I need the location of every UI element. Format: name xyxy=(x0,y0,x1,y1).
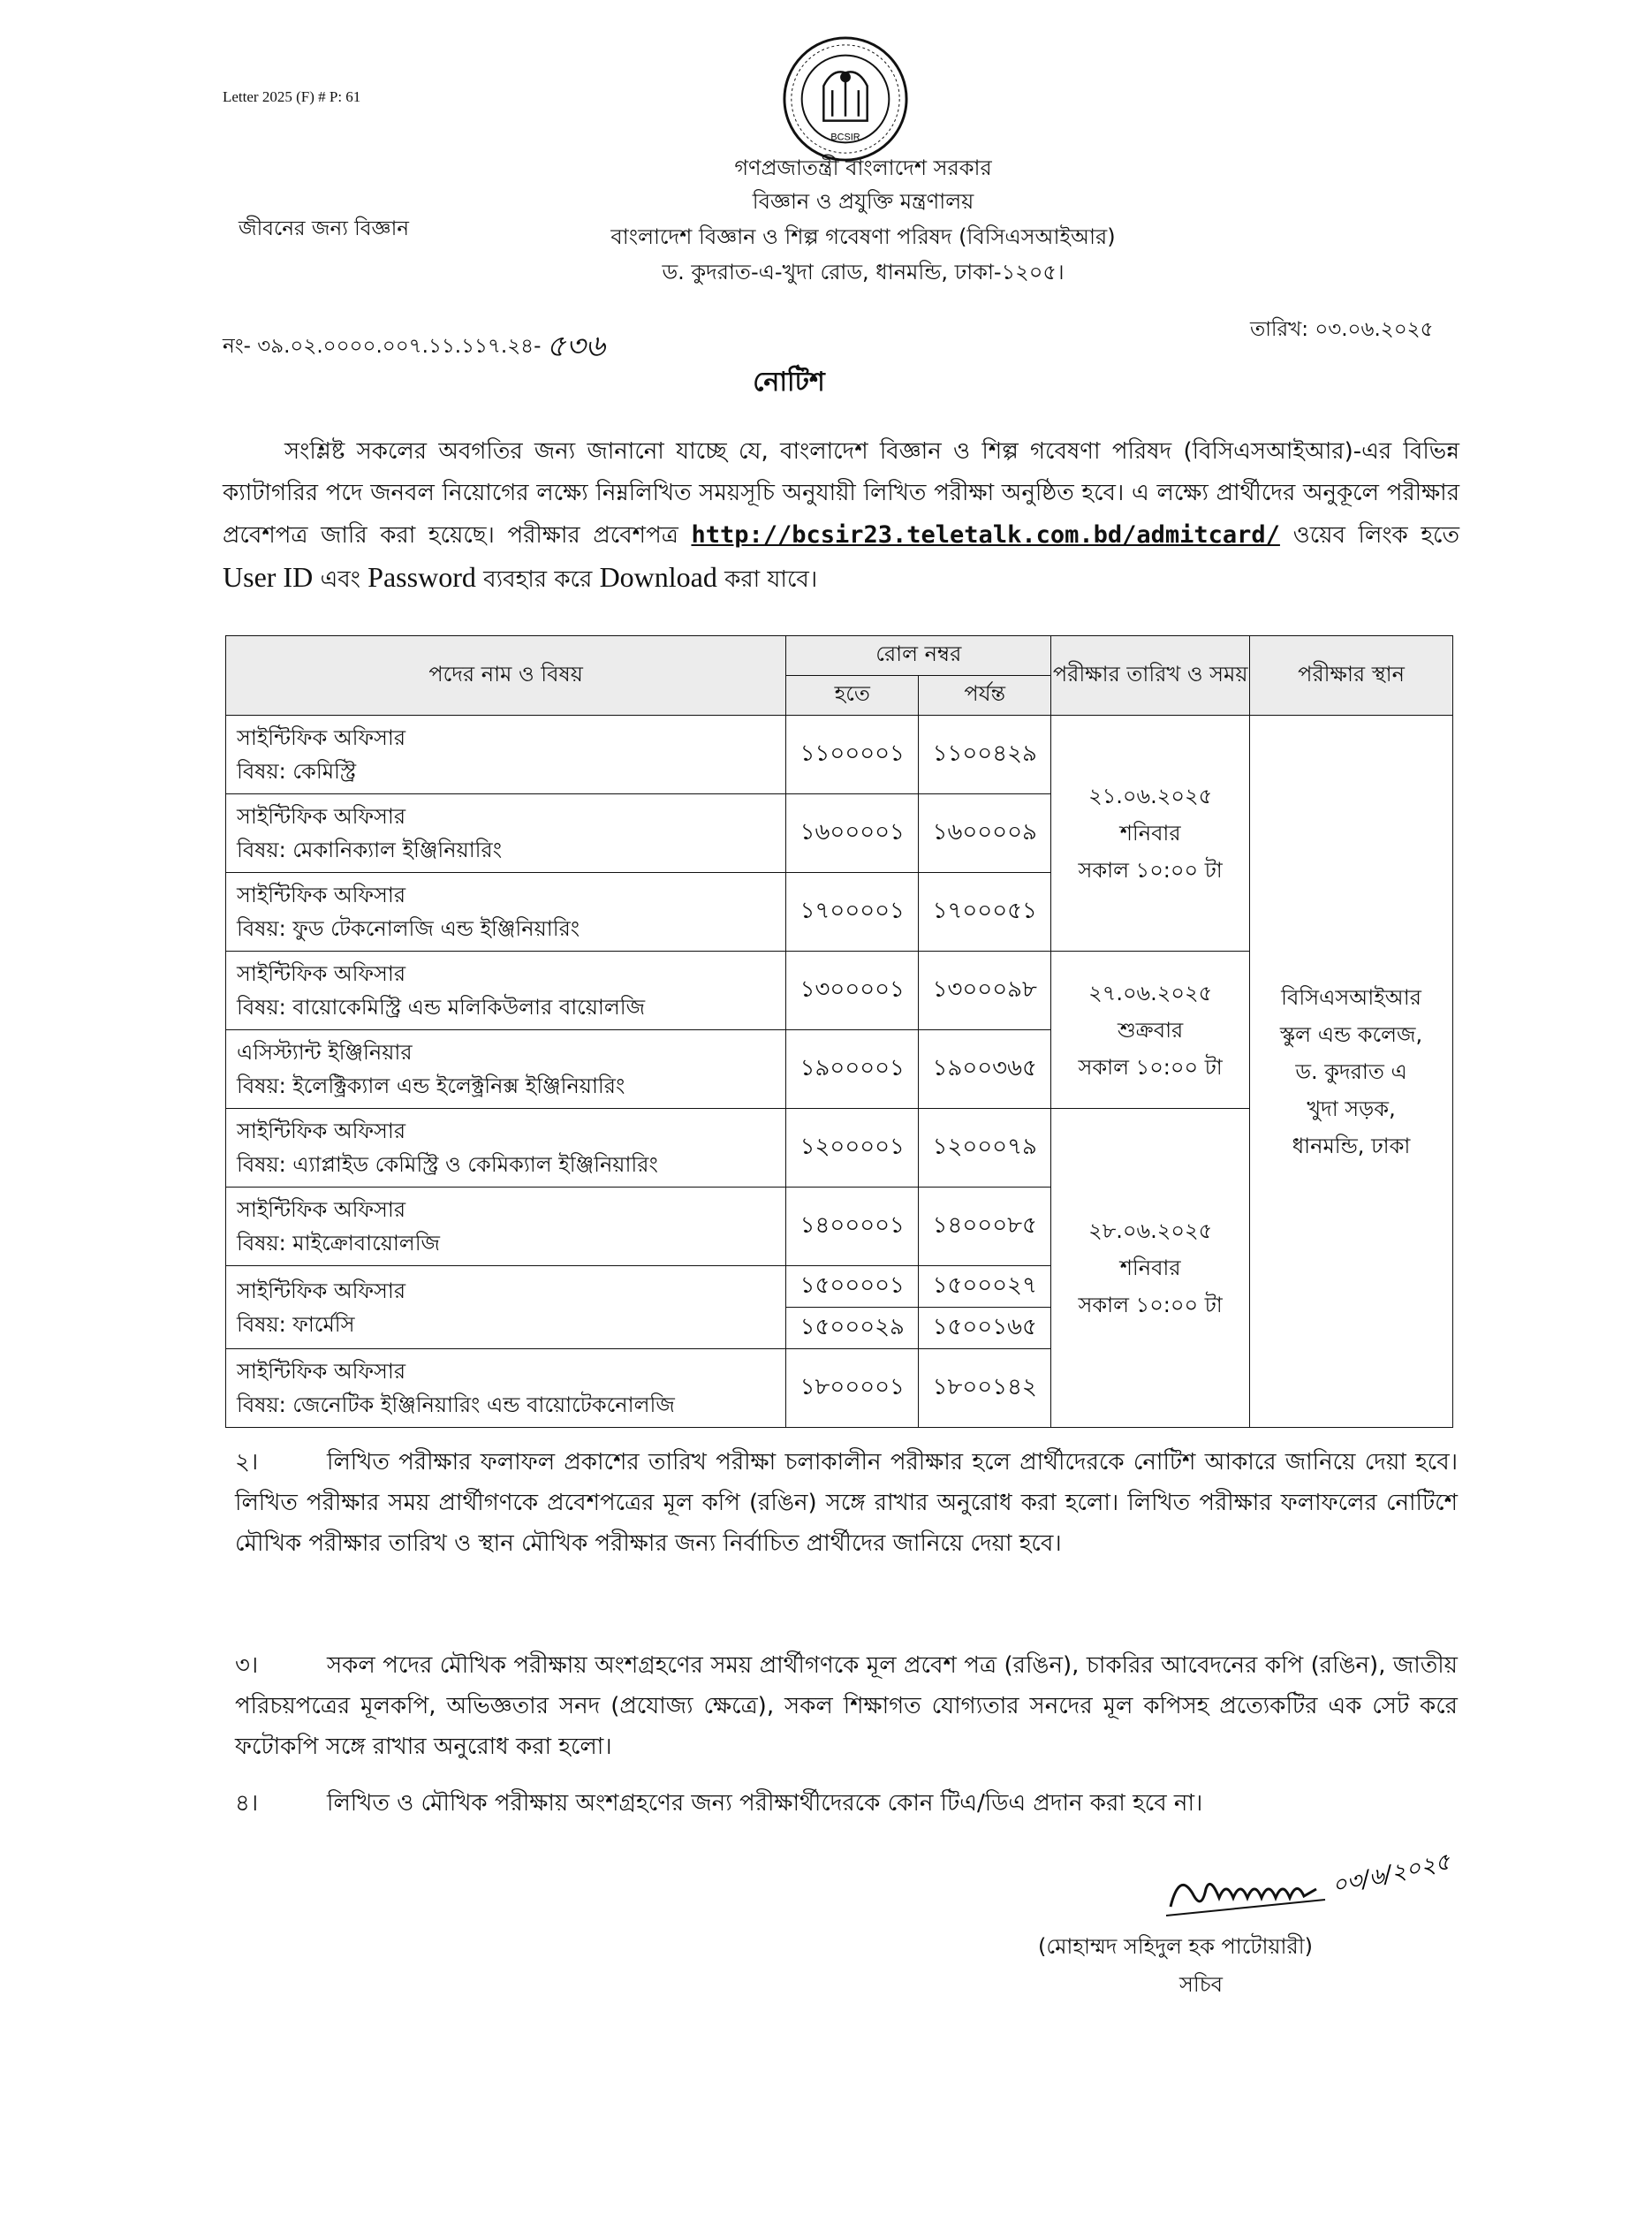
header-post: পদের নাম ও বিষয় xyxy=(226,636,786,716)
roll-to: ১৯০০৩৬৫ xyxy=(919,1030,1051,1109)
post-cell: এসিস্ট্যান্ট ইঞ্জিনিয়ার বিষয়: ইলেক্ট্রিক্যাল এন্ড ইলেক্ট্রনিক্স ইঞ্জিনিয়ারিং xyxy=(226,1030,786,1109)
post-cell: সাইন্টিফিক অফিসার বিষয়: মাইক্রোবায়োলজি xyxy=(226,1188,786,1266)
roll-to: ১৩০০০৯৮ xyxy=(919,952,1051,1030)
letter-reference: Letter 2025 (F) # P: 61 xyxy=(223,88,361,105)
roll-to: ১৫০০০২৭ xyxy=(919,1266,1051,1308)
memo-number-handwritten: ৫৩৬ xyxy=(546,329,605,364)
table-row xyxy=(226,716,1453,794)
header-roll-to: পর্যন্ত xyxy=(919,676,1051,716)
header-ministry: বিজ্ঞান ও প্রযুক্তি মন্ত্রণালয় xyxy=(752,189,974,214)
roll-from: ১৫০০০০১ xyxy=(786,1266,919,1308)
download-text: Download xyxy=(599,561,717,593)
handwritten-signature xyxy=(1157,1845,1453,1942)
seal-text: BCSIR xyxy=(830,132,860,143)
header-organization: বাংলাদেশ বিজ্ঞান ও শিল্প গবেষণা পরিষদ (বিসিএসআইআর) xyxy=(610,224,1116,249)
memo-number-text: নং- ৩৯.০২.০০০০.০০৭.১১.১১৭.২৪- xyxy=(223,335,542,358)
intro-text-1: সংশ্লিষ্ট সকলের অবগতির জন্য জানানো যাচ্ছে যে, বাংলাদেশ বিজ্ঞান ও শিল্প গবেষণা পরিষদ (বিসিএসআইআর)-এর বিভিন্ন ক্যাটাগরির পদে জনবল নিয়োগের লক্ষ্যে নিম্নলিখিত সময়সূচি অনুযায়ী লিখিত পরীক্ষা অনুষ্ঠিত হবে। এ লক্ষ্যে প্রার্থীদের অনুকূলে পরীক্ষার প্রবেশপত্র জারি করা হয়েছে। পরীক্ষার প্রবেশপত্র xyxy=(223,438,1459,549)
roll-to: ১৮০০১৪২ xyxy=(919,1349,1051,1428)
roll-to: ১৬০০০০৯ xyxy=(919,794,1051,873)
intro-text-4: করা যাবে। xyxy=(724,566,818,593)
header-venue: পরীক্ষার স্থান xyxy=(1250,636,1453,716)
roll-from: ১১০০০০১ xyxy=(786,716,919,794)
paragraph-text: লিখিত ও মৌখিক পরীক্ষায় অংশগ্রহণের জন্য পরীক্ষার্থীদেরকে কোন টিএ/ডিএ প্রদান করা হবে না। xyxy=(327,1790,1203,1817)
header-roll: রোল নম্বর xyxy=(786,636,1051,676)
exam-datetime-3: ২৮.০৬.২০২৫ শনিবার সকাল ১০:০০ টা xyxy=(1051,1109,1250,1428)
password-text: Password xyxy=(368,561,476,593)
notice-title: নোটিশ xyxy=(753,367,825,398)
slogan: জীবনের জন্য বিজ্ঞান xyxy=(239,217,409,240)
roll-from: ১৯০০০০১ xyxy=(786,1030,919,1109)
post-cell: সাইন্টিফিক অফিসার বিষয়: জেনেটিক ইঞ্জিনিয়ারিং এন্ড বায়োটেকনোলজি xyxy=(226,1349,786,1428)
intro-paragraph xyxy=(223,431,1459,601)
roll-to: ১২০০০৭৯ xyxy=(919,1109,1051,1188)
roll-to: ১৭০০০৫১ xyxy=(919,873,1051,952)
roll-from: ১৩০০০০১ xyxy=(786,952,919,1030)
paragraph-4 xyxy=(235,1783,1458,1824)
signer-designation: সচিব xyxy=(1179,1972,1224,1997)
paragraph-2 xyxy=(235,1442,1458,1564)
exam-schedule-table xyxy=(225,635,1453,1428)
paragraph-number: ২। xyxy=(235,1449,259,1476)
admit-card-link[interactable]: http://bcsir23.teletalk.com.bd/admitcard/ xyxy=(691,521,1280,549)
post-cell: সাইন্টিফিক অফিসার বিষয়: বায়োকেমিস্ট্রি এন্ড মলিকিউলার বায়োলজি xyxy=(226,952,786,1030)
intro-text-3: ব্যবহার করে xyxy=(483,566,593,593)
post-cell: সাইন্টিফিক অফিসার বিষয়: কেমিস্ট্রি xyxy=(226,716,786,794)
post-cell: সাইন্টিফিক অফিসার বিষয়: এ্যাপ্লাইড কেমিস্ট্রি ও কেমিক্যাল ইঞ্জিনিয়ারিং xyxy=(226,1109,786,1188)
user-id-text: User ID xyxy=(223,561,314,593)
bcsir-seal-logo xyxy=(780,34,911,164)
exam-venue: বিসিএসআইআর স্কুল এন্ড কলেজ, ড. কুদরাত এ খুদা সড়ক, ধানমন্ডি, ঢাকা xyxy=(1250,716,1453,1428)
roll-to: ১১০০৪২৯ xyxy=(919,716,1051,794)
post-cell: সাইন্টিফিক অফিসার বিষয়: ফার্মেসি xyxy=(226,1266,786,1349)
paragraph-text: লিখিত পরীক্ষার ফলাফল প্রকাশের তারিখ পরীক্ষা চলাকালীন পরীক্ষার হলে প্রার্থীদেরকে নোটিশ আকারে জানিয়ে দেয়া হবে। লিখিত পরীক্ষার সময় প্রার্থীগণকে প্রবেশপত্রের মূল কপি (রঙিন) সঙ্গে রাখার অনুরোধ করা হলো। লিখিত পরীক্ষার ফলাফলের নোটিশে মৌখিক পরীক্ষার তারিখ ও স্থান মৌখিক পরীক্ষার জন্য নির্বাচিত প্রার্থীদের জানিয়ে দেয়া হবে। xyxy=(235,1449,1458,1557)
signature-date: ০৩/৬/২০২৫ xyxy=(1330,1848,1453,1900)
intro-text-2: ওয়েব লিংক হতে xyxy=(1292,522,1459,549)
paragraph-3 xyxy=(235,1645,1458,1767)
roll-from: ১৪০০০০১ xyxy=(786,1188,919,1266)
roll-to: ১৪০০০৮৫ xyxy=(919,1188,1051,1266)
post-cell: সাইন্টিফিক অফিসার বিষয়: ফুড টেকনোলজি এন্ড ইঞ্জিনিয়ারিং xyxy=(226,873,786,952)
roll-from: ১২০০০০১ xyxy=(786,1109,919,1188)
roll-from: ১৫০০০২৯ xyxy=(786,1308,919,1349)
paragraph-number: ৪। xyxy=(235,1790,259,1817)
header-government: গণপ্রজাতন্ত্রী বাংলাদেশ সরকার xyxy=(734,156,992,180)
exam-datetime-1: ২১.০৬.২০২৫ শনিবার সকাল ১০:০০ টা xyxy=(1051,716,1250,952)
exam-datetime-2: ২৭.০৬.২০২৫ শুক্রবার সকাল ১০:০০ টা xyxy=(1051,952,1250,1109)
header-address: ড. কুদরাত-এ-খুদা রোড, ধানমন্ডি, ঢাকা-১২০৫। xyxy=(662,260,1065,285)
paragraph-text: সকল পদের মৌখিক পরীক্ষায় অংশগ্রহণের সময় প্রার্থীগণকে মূল প্রবেশ পত্র (রঙিন), চাকরির আবেদনের কপি (রঙিন), জাতীয় পরিচয়পত্রের মূলকপি, অভিজ্ঞতার সনদ (প্রযোজ্য ক্ষেত্রে), সকল শিক্ষাগত যোগ্যতার সনদের মূল কপিসহ প্রত্যেকটির এক সেট করে ফটোকপি সঙ্গে রাখার অনুরোধ করা হলো। xyxy=(235,1652,1458,1760)
notice-date: তারিখ: ০৩.০৬.২০২৫ xyxy=(1250,318,1434,341)
roll-from: ১৬০০০০১ xyxy=(786,794,919,873)
intro-and: এবং xyxy=(320,566,360,593)
header-datetime: পরীক্ষার তারিখ ও সময় xyxy=(1051,636,1250,716)
header-roll-from: হতে xyxy=(786,676,919,716)
signer-name: (মোহাম্মদ সহিদুল হক পাটোয়ারী) xyxy=(1038,1934,1313,1959)
paragraph-number: ৩। xyxy=(235,1652,259,1679)
post-cell: সাইন্টিফিক অফিসার বিষয়: মেকানিক্যাল ইঞ্জিনিয়ারিং xyxy=(226,794,786,873)
roll-from: ১৮০০০০১ xyxy=(786,1349,919,1428)
roll-to: ১৫০০১৬৫ xyxy=(919,1308,1051,1349)
roll-from: ১৭০০০০১ xyxy=(786,873,919,952)
